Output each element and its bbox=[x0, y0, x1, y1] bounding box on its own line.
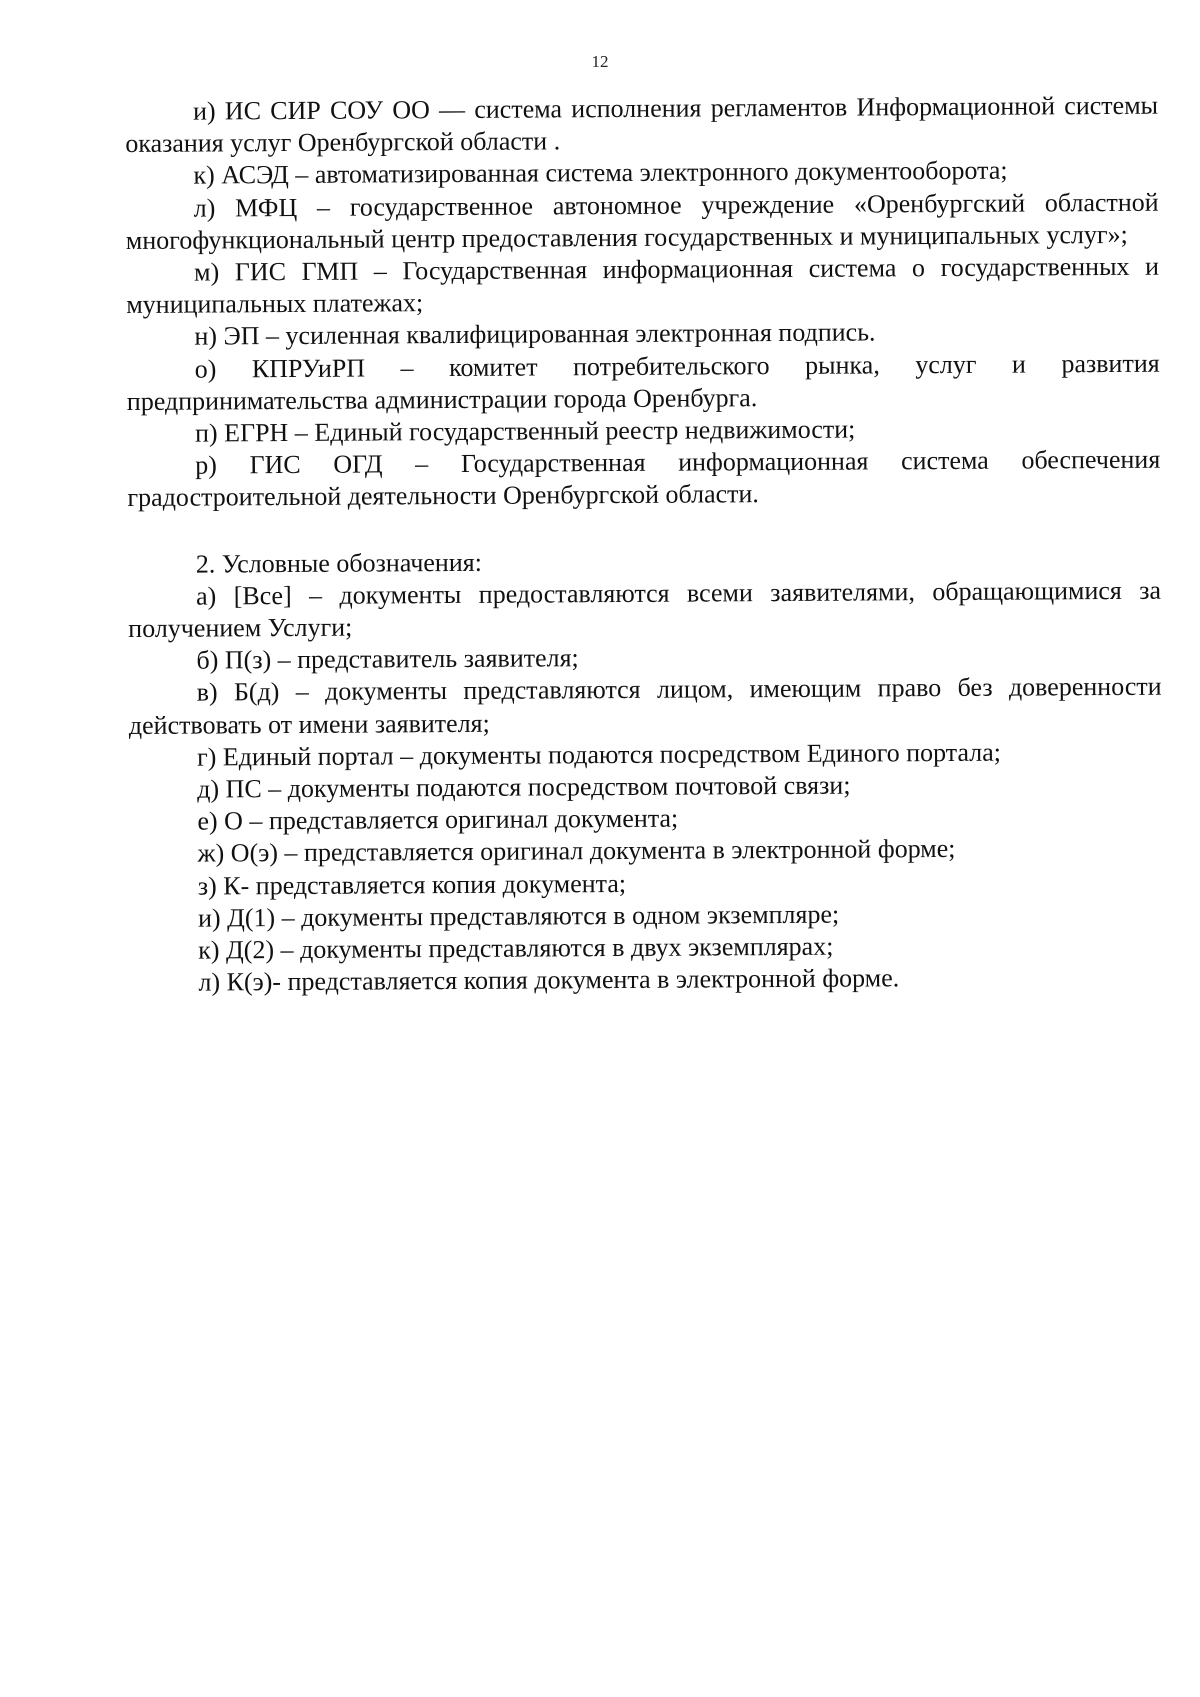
legend-item: л) К(э)- представляется копия документа в электронной форме. bbox=[198, 963, 900, 997]
definition-item: м) ГИС ГМП – Государственная информационная система о государственных и муниципальных платежах; bbox=[126, 251, 1160, 320]
definition-item: п) ЕГРН – Единый государственный реестр недвижимости; bbox=[194, 414, 856, 448]
legend-item: г) Единый портал – документы подаются посредством Единого портала; bbox=[196, 737, 1002, 772]
definition-item: о) КПРУиРП – комитет потребительского рынка, услуг и развития предпринимательства администрации города Оренбурга. bbox=[126, 348, 1160, 416]
definition-item: к) АСЭД – автоматизированная система электронного документооборота; bbox=[193, 156, 1008, 190]
legend-item: и) Д(1) – документы представляются в одном экземпляре; bbox=[197, 899, 840, 933]
definitions-list bbox=[125, 90, 1161, 515]
legend-item: ж) О(э) – представляется оригинал документа в электронной форме; bbox=[197, 834, 956, 869]
legend-item: б) П(з) – представитель заявителя; bbox=[196, 643, 579, 675]
document-body bbox=[125, 90, 1163, 1000]
legend-heading: 2. Условные обозначения: bbox=[195, 547, 482, 579]
legend-item: д) ПС – документы подаются посредством почтовой связи; bbox=[197, 770, 851, 804]
definition-item: л) МФЦ – государственное автономное учреждение «Оренбургский областной многофункциональный центр предоставления государственных и муниципальных услуг»; bbox=[125, 187, 1159, 255]
legend-item: з) К- представляется копия документа; bbox=[197, 868, 627, 901]
definition-item: н) ЭП – усиленная квалифицированная электронная подпись. bbox=[194, 317, 876, 352]
definition-item: и) ИС СИР СОУ ОО — система исполнения регламентов Информационной системы оказания услуг Оренбургской области . bbox=[125, 90, 1159, 159]
legend-list bbox=[128, 575, 1164, 1000]
definition-item: р) ГИС ОГД – Государственная информационная система обеспечения градостроительной деятельности Оренбургской области. bbox=[127, 444, 1161, 513]
legend-item: а) [Все] – документы предоставляются всеми заявителями, обращающимися за получением Услуги; bbox=[128, 575, 1162, 644]
legend-item: е) О – представляется оригинал документа; bbox=[197, 803, 679, 836]
legend-item: к) Д(2) – документы представляются в двух экземплярах; bbox=[198, 931, 834, 965]
legend-item: в) Б(д) – документы представляются лицом, имеющим право без доверенности действовать от имени заявителя; bbox=[128, 672, 1162, 740]
page-number: 12 bbox=[591, 52, 609, 71]
